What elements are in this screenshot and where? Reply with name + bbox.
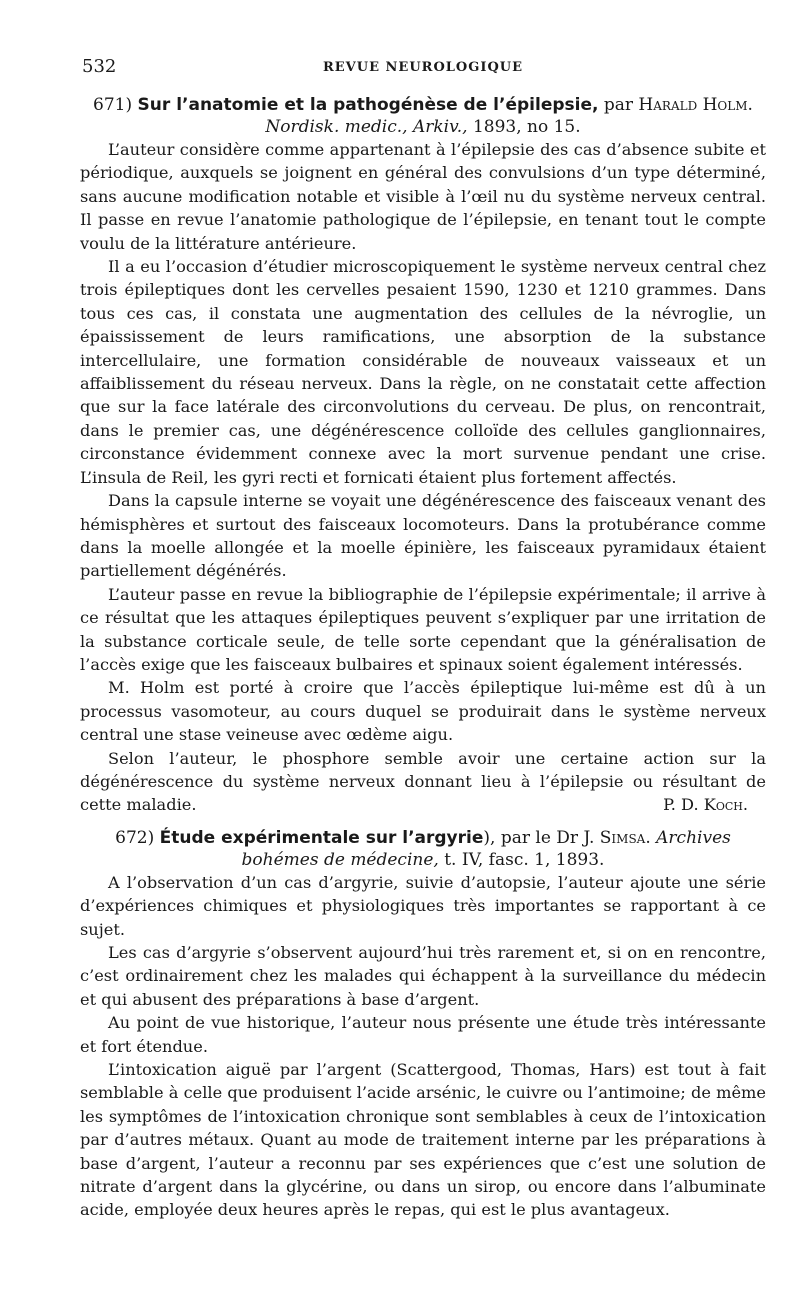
by-prefix: par xyxy=(603,95,634,115)
article-source-details: t. IV, fasc. 1, 1893. xyxy=(444,849,605,870)
paragraph: L’auteur considère comme appartenant à l’épilepsie des cas d’absence subite et périodique, auxquels se joignent en général des convulsions d’un type déterminé, sans aucune modification notable et visible à l’œil nu du système nerveux central. Il passe en revue l’anatomie pathologique de l’épilepsie, en tenant tout le compte voulu de la littérature antérieure. xyxy=(80,140,766,253)
article-671 xyxy=(80,94,766,817)
paragraph: Les cas d’argyrie s’observent aujourd’hui très rarement et, si on en rencontre, c’est ordinairement chez les malades qui échappent à la surveillance du médecin et qui abusent des préparations à base d’argent. xyxy=(80,943,766,1009)
paragraph: Il a eu l’occasion d’étudier microscopiquement le système nerveux central chez trois épileptiques dont les cervelles pesaient 1590, 1230 et 1210 grammes. Dans tous ces cas, il constata une augmentation des cellules de la névroglie, un épaississement de leurs ramifications, une absorption de la substance intercellulaire, une formation considérable de nouveaux vaisseaux et un affaiblissement du réseau nerveux. Dans la règle, on ne constatait cette affection que sur la face latérale des circonvolutions du cerveau. De plus, on rencontrait, dans le premier cas, une dégénérescence colloïde des cellules ganglionnaires, circonstance évidemment connexe avec la mort survenue pendant une crise. L’insula de Reil, les gyri recti et fornicati étaient plus fortement affectés. xyxy=(80,257,766,487)
article-title: Sur l’anatomie et la pathogénèse de l’épilepsie, xyxy=(137,95,599,115)
paragraph: Dans la capsule interne se voyait une dégénérescence des faisceaux venant des hémisphères et surtout des faisceaux locomoteurs. Dans la protubérance comme dans la moelle allongée et la moelle épinière, les faisceaux pyramidaux étaient partiellement dégénérés. xyxy=(80,491,766,581)
page xyxy=(80,50,766,1222)
article-672 xyxy=(80,827,766,1222)
journal-title: REVUE NEUROLOGIQUE xyxy=(322,60,524,75)
article-source: Archives bohémes de médecine, xyxy=(241,827,731,870)
title-suffix: ), par le xyxy=(483,827,551,848)
article-author: Harald Holm. xyxy=(638,95,753,115)
article-heading xyxy=(80,94,766,138)
paragraph: Selon l’auteur, le phosphore semble avoir une certaine action sur la dégénérescence du système nerveux donnant lieu à l’épilepsie ou résultant de cette maladie. xyxy=(80,748,766,815)
article-source: Nordisk. medic., Arkiv., xyxy=(265,117,468,137)
paragraph: L’auteur passe en revue la bibliographie de l’épilepsie expérimentale; il arrive à ce résultat que les attaques épileptiques peuvent s’expliquer par une irritation de la substance corticale seule, de telle sorte cependant que la généralisation de l’accès exige que les faisceaux bulbaires et spinaux soient également intéressés. xyxy=(80,584,766,674)
paragraph: L’intoxication aiguë par l’argent (Scattergood, Thomas, Hars) est tout à fait semblable à celle que produisent l’acide arsénic, le cuivre ou l’antimoine; de même les symptômes de l’intoxication chronique sont semblables à ceux de l’intoxication par d’autres métaux. Quant au mode de traitement interne par les préparations à base d’argent, l’auteur a reconnu par ses expériences que c’est une solution de nitrate d’argent dans la glycérine, ou dans un sirop, ou encore dans l’albuminate acide, employée deux heures après le repas, qui est le plus avantageux. xyxy=(80,1060,766,1220)
article-number: 672) xyxy=(115,827,155,848)
article-heading xyxy=(80,827,766,871)
running-head xyxy=(80,50,766,80)
paragraph: Au point de vue historique, l’auteur nous présente une étude très intéressante et fort étendue. xyxy=(80,1013,766,1056)
paragraph: A l’observation d’un cas d’argyrie, suivie d’autopsie, l’auteur ajoute une série d’expériences chimiques et physiologiques très importantes se rapportant à ce sujet. xyxy=(80,872,766,939)
article-author: J. Simsa. xyxy=(583,827,651,848)
signature-text: P. D. Koch. xyxy=(663,795,748,815)
paragraph: M. Holm est porté à croire que l’accès épileptique lui-même est dû à un processus vasomoteur, au cours duquel se produirait dans le système nerveux central une stase veineuse avec œdème aigu. xyxy=(80,678,766,745)
article-number: 671) xyxy=(93,95,133,115)
article-source-details: 1893, no 15. xyxy=(472,117,581,137)
closing-paragraph xyxy=(80,747,766,817)
page-number: 532 xyxy=(82,56,117,77)
doctor-prefix: Dr xyxy=(556,827,579,848)
article-title: Étude expérimentale sur l’argyrie xyxy=(159,827,484,848)
